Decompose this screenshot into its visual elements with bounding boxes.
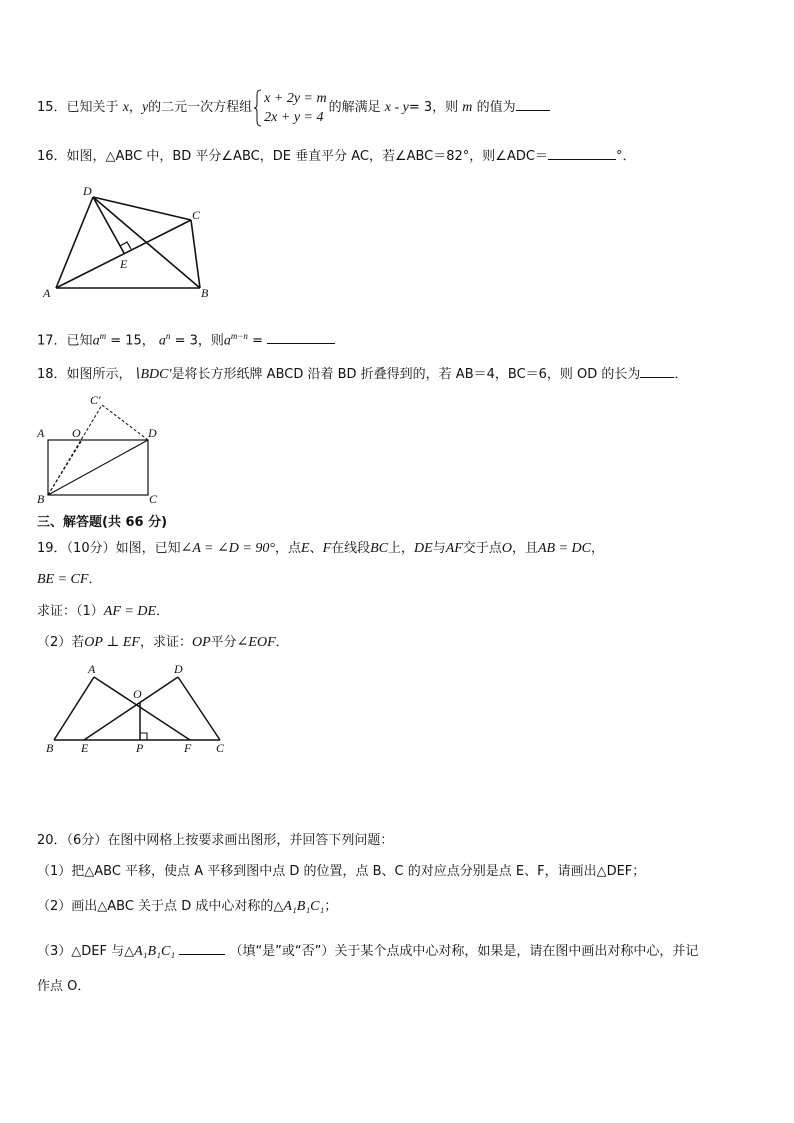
- label-c: C: [192, 208, 201, 222]
- q20-line-3: [37, 898, 337, 916]
- q19-cond-3: BE = CF: [37, 572, 89, 587]
- segment-db: [93, 197, 200, 288]
- equation-2: 2x + y = 4: [264, 109, 324, 125]
- q19-part2-cond: OP ⊥ EF: [84, 635, 140, 650]
- label-b: B: [201, 286, 209, 300]
- q19-part2-end: ．: [275, 635, 289, 650]
- q19-score: （10分）如图，已知: [66, 541, 181, 556]
- q20-line-5: [37, 978, 90, 996]
- segment-ba: [54, 677, 94, 740]
- q17-base-3: a: [223, 333, 231, 349]
- q16-figure: [40, 180, 220, 302]
- q19-proof-label: 求证：（1）: [37, 604, 104, 619]
- q15-text-4: = 3，则: [408, 100, 459, 115]
- q16-number: 16．: [37, 149, 67, 164]
- q18-text-1: 如图所示，: [66, 367, 132, 382]
- label-d: D: [174, 662, 183, 676]
- q20-line-2: [37, 863, 645, 881]
- label-p: P: [136, 741, 144, 755]
- q19-part2-claim-a: OP: [191, 635, 211, 650]
- q19-proof-1: AF = DE: [103, 604, 156, 619]
- q19-line-2: [37, 571, 101, 589]
- q19-text-6: 与: [432, 541, 446, 556]
- q20-part2-math: A₁B₁C₁: [283, 899, 325, 914]
- label-c: C: [216, 741, 225, 755]
- q19-part2-label: （2）若: [37, 635, 85, 650]
- q20-number: 20．: [37, 833, 67, 848]
- q20-line-1: [37, 832, 393, 850]
- q18-triangle: ∖BDC′: [131, 367, 172, 382]
- q20-part3-math: A₁B₁C₁: [134, 944, 176, 959]
- q20-answer-blank[interactable]: [179, 941, 225, 955]
- q17-line: [37, 327, 335, 350]
- q16-text-2: °．: [615, 149, 636, 164]
- label-c-prime: C′: [90, 393, 101, 407]
- segment-bo: [48, 440, 82, 495]
- label-c: C: [149, 492, 158, 506]
- q18-line: [37, 364, 687, 384]
- label-a: A: [88, 662, 96, 676]
- q17-val-2: = 3，则: [174, 333, 224, 349]
- q19-point-o: O: [501, 541, 512, 556]
- q17-exp-2: n: [165, 331, 171, 341]
- q19-line-4: [37, 634, 289, 652]
- q17-base-1: a: [92, 333, 100, 349]
- segment-af: [94, 677, 190, 740]
- q19-text-2: ，点: [274, 541, 301, 556]
- q17-base-2: a: [158, 333, 166, 349]
- label-f: F: [184, 741, 192, 755]
- q15-var-x: x: [122, 100, 129, 115]
- folded-c-prime-d: [102, 405, 148, 440]
- q19-figure: [40, 660, 240, 756]
- q19-number: 19．: [37, 541, 67, 556]
- q19-text-5: 上，: [388, 541, 415, 556]
- q19-text-3: 、: [309, 541, 323, 556]
- q18-answer-blank[interactable]: [640, 364, 674, 378]
- q17-exp-3: m−n: [230, 331, 248, 341]
- label-o: O: [72, 426, 81, 440]
- segment-bc: [191, 220, 200, 288]
- segment-de: [84, 677, 178, 740]
- q15-number: 15．: [37, 100, 67, 115]
- label-o: O: [133, 687, 142, 701]
- q16-line: [37, 146, 635, 166]
- segment-ac: [56, 220, 191, 288]
- label-b: B: [46, 741, 54, 755]
- q20-part2-a: （2）画出△ABC 关于点 D 成中心对称的△: [37, 899, 284, 914]
- equation-system: [254, 89, 326, 127]
- segment-dc: [178, 677, 220, 740]
- q18-number: 18．: [37, 367, 67, 382]
- q17-exp-1: m: [99, 331, 107, 341]
- q15-var-y: y: [141, 100, 149, 115]
- label-b: B: [37, 492, 45, 506]
- q19-part2-claim-b: ∠EOF: [236, 635, 276, 650]
- label-e: E: [81, 741, 89, 755]
- q15-text-2: 的二元一次方程组: [148, 100, 253, 115]
- q20-intro: （6分）在图中网格上按要求画出图形，并回答下列问题：: [66, 833, 394, 848]
- q18-text-2: 是将长方形纸牌 ABCD 沿着 BD 折叠得到的，若 AB＝4，BC＝6，则 OD 的长为: [171, 367, 641, 382]
- label-a: A: [43, 286, 51, 300]
- segment-de: [93, 197, 124, 253]
- q15-sep: ，: [128, 100, 142, 115]
- q19-part2-claim-text: 平分: [210, 635, 237, 650]
- q19-cond-1: ∠A = ∠D = 90°: [180, 541, 275, 556]
- q19-segment-bc: BC: [370, 541, 389, 556]
- q15-line: [37, 88, 550, 128]
- left-brace-icon: [254, 89, 262, 127]
- q15-var-m: m: [462, 100, 473, 115]
- diagonal-bd: [48, 440, 148, 495]
- q17-number: 17．: [37, 333, 67, 349]
- q19-cond-2: AB = DC: [538, 541, 591, 556]
- q18-text-3: ．: [674, 367, 688, 382]
- q19-text-8: ，且: [511, 541, 538, 556]
- q15-text-5: 的值为: [476, 100, 516, 115]
- q20-part3-b: （填“是”或“否”）关于某个点成中心对称，如果是，请在图中画出对称中心，并记: [229, 944, 699, 959]
- equation-1: x + 2y = m: [264, 90, 327, 106]
- label-e: E: [120, 257, 128, 271]
- label-d: D: [148, 426, 157, 440]
- label-d: D: [83, 184, 92, 198]
- right-angle-mark: [140, 733, 147, 740]
- q19-text-7: 交于点: [462, 541, 502, 556]
- q19-text-9: ，: [591, 541, 605, 556]
- q17-val-1: = 15，: [110, 333, 155, 349]
- q19-line-3: [37, 603, 169, 621]
- q19-proof-1-end: ．: [156, 604, 170, 619]
- q19-text-4: 在线段: [331, 541, 371, 556]
- q19-segment-de: DE: [414, 541, 433, 556]
- label-a: A: [37, 426, 45, 440]
- q16-answer-blank[interactable]: [548, 146, 616, 160]
- q19-segment-af: AF: [445, 541, 463, 556]
- q15-answer-blank[interactable]: [516, 97, 550, 111]
- q18-figure: [34, 393, 174, 507]
- segment-da: [56, 197, 93, 288]
- q15-text-3: 的解满足: [328, 100, 381, 115]
- q15-condition: x - y: [384, 100, 409, 115]
- section-heading: 三、解答题(共 66 分): [37, 515, 168, 530]
- q19-part2-text: ，求证：: [139, 635, 192, 650]
- q17-text-1: 已知: [66, 333, 93, 349]
- q17-val-3: =: [252, 333, 263, 349]
- q16-text-1: 如图，△ABC 中，BD 平分∠ABC，DE 垂直平分 AC，若∠ABC＝82°，则∠ADC＝: [66, 149, 548, 164]
- q20-part1: （1）把△ABC 平移，使点 A 平移到图中点 D 的位置，点 B、C 的对应点分别是点 E、F，请画出△DEF；: [37, 864, 646, 879]
- q19-point-e: E: [300, 541, 310, 556]
- q20-part2-b: ；: [324, 899, 338, 914]
- q20-line-4: [37, 941, 698, 961]
- q19-line-1: [37, 540, 604, 558]
- q19-text-10: ．: [88, 572, 102, 587]
- q19-point-f: F: [322, 541, 332, 556]
- q20-part3-c: 作点 O．: [37, 979, 91, 994]
- q17-answer-blank[interactable]: [267, 330, 335, 344]
- q20-part3-a: （3）△DEF 与△: [37, 944, 135, 959]
- q15-text-1: 已知关于: [66, 100, 119, 115]
